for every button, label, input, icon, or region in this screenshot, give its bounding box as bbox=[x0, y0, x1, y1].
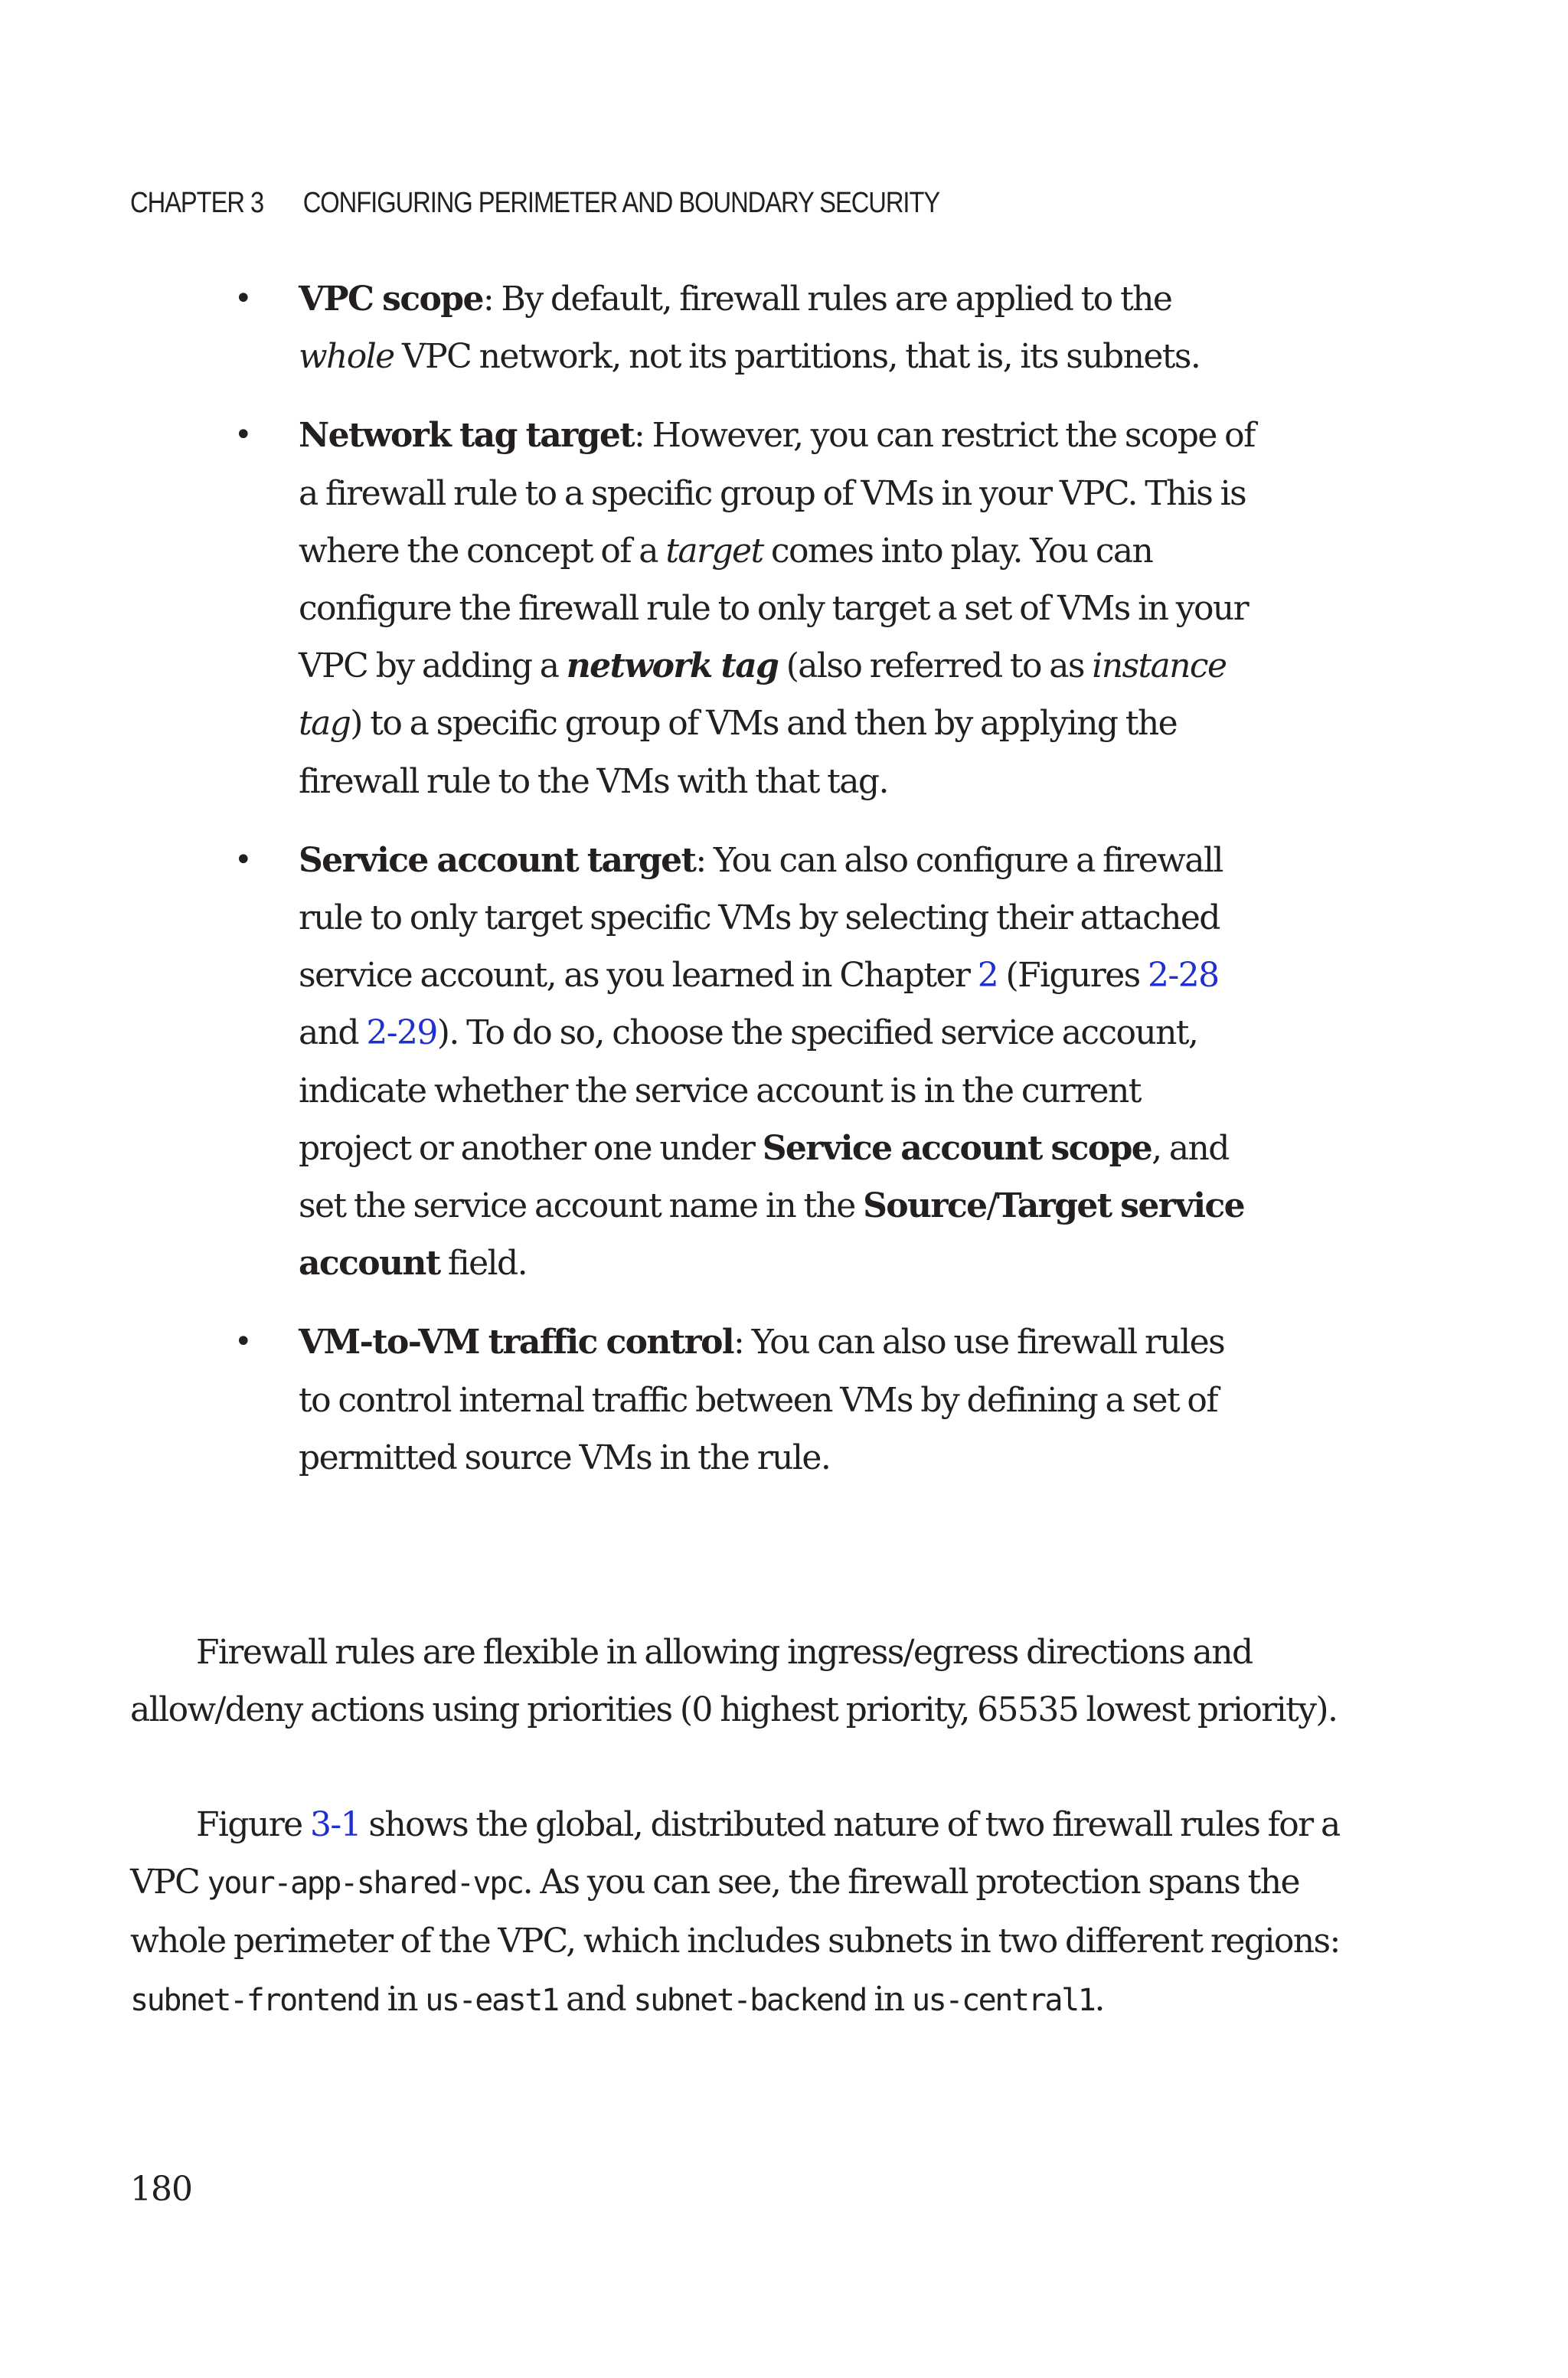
bullet-list bbox=[234, 270, 1256, 1508]
chapter-title: CONFIGURING PERIMETER AND BOUNDARY SECURITY bbox=[302, 187, 940, 219]
bullet-text: (also referred to as bbox=[778, 646, 1093, 686]
emphasis: target bbox=[665, 531, 763, 571]
inline-code: subnet-backend bbox=[633, 1982, 866, 2018]
bullet-text: : You can also configure a firewall rule to only target specific VMs by selecting their attached service account, as you learned in Chapter bbox=[299, 840, 1223, 996]
figure-2-28-link[interactable]: 2-28 bbox=[1148, 956, 1219, 996]
bullet-text: comes into play. You can configure the firewall rule to only target a set of VMs in your VPC by adding a bbox=[299, 531, 1249, 686]
inline-code: us-east1 bbox=[425, 1982, 558, 2018]
bullet-term: Network tag target bbox=[299, 416, 634, 456]
bullet-text: / bbox=[986, 1186, 997, 1226]
bullet-text: field. bbox=[439, 1244, 527, 1284]
paragraph-text: Figure bbox=[196, 1805, 310, 1844]
bullet-term: VM-to-VM traffic control bbox=[299, 1323, 733, 1362]
bullet-text: , and set the service account name in the bbox=[299, 1128, 1229, 1226]
paragraph-text: in bbox=[379, 1979, 426, 2019]
paragraph-text: and bbox=[557, 1979, 634, 2019]
bullet-text: : You can also use firewall rules to control internal traffic between VMs by defining a set of permitted source VMs in the rule. bbox=[299, 1323, 1225, 1477]
bullet-marker: • bbox=[234, 1324, 251, 1360]
paragraph-firewall-priorities bbox=[130, 1624, 1348, 1739]
bullet-term: Service account target bbox=[299, 840, 696, 880]
page-number: 180 bbox=[130, 2170, 192, 2209]
bullet-text: ). To do so, choose the specified service account, indicate whether the service account is in the current project or another one under bbox=[299, 1013, 1198, 1168]
inline-code: subnet-frontend bbox=[130, 1982, 380, 2018]
bullet-marker: • bbox=[234, 417, 251, 453]
bullet-term: VPC scope bbox=[299, 280, 483, 319]
bullet-text: ) to a specific group of VMs and then by applying the firewall rule to the VMs with that tag. bbox=[299, 704, 1178, 801]
bullet-item-network-tag-target bbox=[234, 407, 1256, 810]
chapter-2-link[interactable]: 2 bbox=[977, 956, 998, 996]
bullet-marker: • bbox=[234, 281, 251, 316]
bullet-marker: • bbox=[234, 842, 251, 878]
bullet-text: : By default, firewall rules are applied to the bbox=[482, 280, 1172, 319]
emphasis: instance tag bbox=[299, 646, 1227, 744]
paragraph-text: in bbox=[865, 1979, 912, 2019]
bold-term: Source bbox=[863, 1186, 987, 1226]
paragraph-text: . As you can see, the firewall protection spans the whole perimeter of the VPC, which includes subnets in two different regions: bbox=[130, 1863, 1340, 1961]
bold-term: Service account scope bbox=[762, 1128, 1152, 1168]
bullet-text: : However, you can restrict the scope of a firewall rule to a specific group of VMs in your VPC. This is where the concept of a bbox=[299, 416, 1255, 571]
chapter-number: CHAPTER 3 bbox=[130, 187, 264, 219]
bullet-item-vm-to-vm-traffic-control bbox=[234, 1313, 1256, 1487]
paragraph-text: shows the global, distributed nature of two firewall rules for a VPC bbox=[130, 1805, 1340, 1902]
bullet-item-service-account-target bbox=[234, 832, 1256, 1293]
figure-2-29-link[interactable]: 2-29 bbox=[366, 1013, 437, 1053]
bullet-item-vpc-scope bbox=[234, 270, 1256, 385]
bold-italic-term: network tag bbox=[566, 646, 779, 686]
bold-term: Target service account bbox=[299, 1186, 1245, 1284]
paragraph-text: Firewall rules are flexible in allowing ingress/egress directions and allow/deny actions using priorities (0 highest priority, 65535 lowest priority). bbox=[130, 1633, 1338, 1730]
bullet-text: (Figures bbox=[998, 956, 1148, 996]
paragraph-text: . bbox=[1094, 1979, 1104, 2019]
figure-3-1-link[interactable]: 3-1 bbox=[309, 1805, 361, 1844]
inline-code: us-central1 bbox=[911, 1982, 1095, 2018]
emphasis: whole bbox=[299, 337, 394, 377]
bullet-text: VPC network, not its partitions, that is, its subnets. bbox=[394, 337, 1200, 377]
bullet-text: and bbox=[299, 1013, 367, 1053]
inline-code: your-app-shared-vpc bbox=[207, 1866, 523, 1902]
running-head bbox=[130, 187, 939, 220]
paragraph-figure-reference bbox=[130, 1796, 1348, 2030]
